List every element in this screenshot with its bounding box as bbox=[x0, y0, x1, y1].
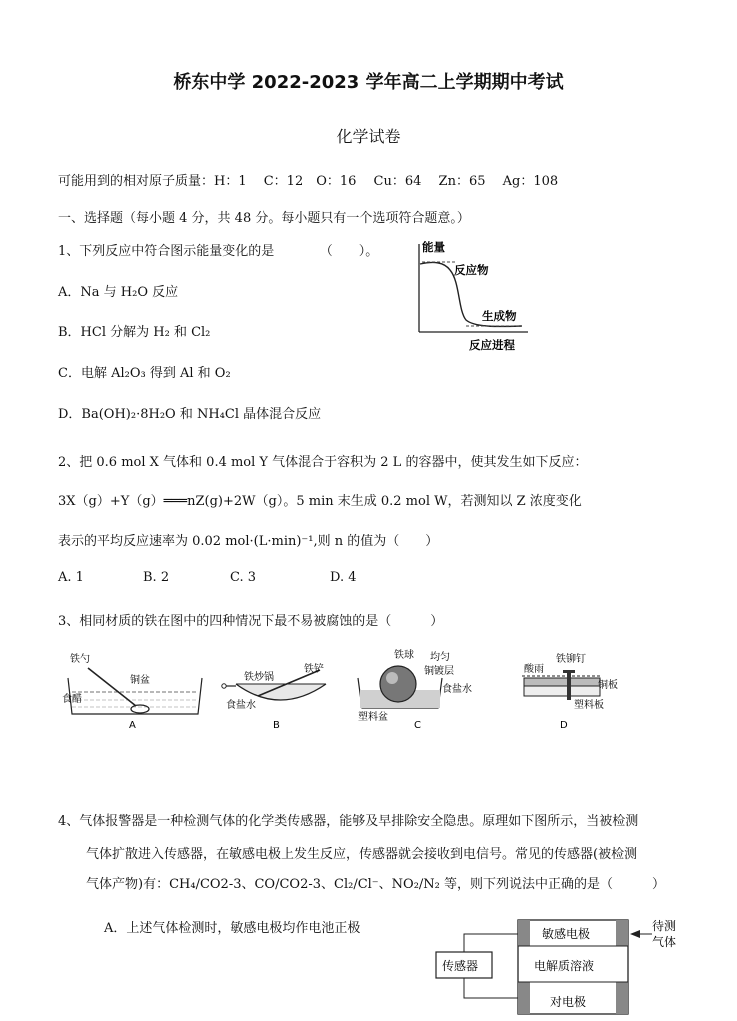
fig-c-label-2: 均匀 bbox=[430, 652, 450, 663]
question-4-line-3: 气体产物)有：CH₄/CO2-3、CO/CO2-3、Cl₂/Cl⁻、NO₂/N₂ 等，则下列说法中正确的是（ ） bbox=[86, 877, 666, 892]
fig-c-label-5: 塑料盆 bbox=[358, 712, 388, 723]
fig-a-label-1: 铁勺 bbox=[70, 654, 90, 665]
question-2-option-a: A. 1 bbox=[58, 570, 84, 585]
question-2-line-1: 2、把 0.6 mol X 气体和 0.4 mol Y 气体混合于容积为 2 L 的容器中，使其发生如下反应： bbox=[58, 455, 588, 470]
fig-c-label-4: 食盐水 bbox=[442, 684, 472, 695]
fig-c-label-3: 铜镀层 bbox=[424, 666, 454, 677]
fig-d-label-4: 塑料板 bbox=[574, 700, 604, 711]
fig-c-caption: C bbox=[414, 720, 421, 731]
question-4-option-a: A．上述气体检测时，敏感电极均作电池正极 bbox=[104, 921, 361, 936]
fig-b-label-3: 食盐水 bbox=[226, 700, 256, 711]
fig-a-caption: A bbox=[129, 720, 136, 731]
fig-b-label-2: 铁铲 bbox=[304, 664, 324, 675]
gas-sensor-diagram bbox=[430, 910, 690, 1016]
energy-axis-label: 能量 bbox=[422, 240, 445, 254]
energy-diagram bbox=[400, 234, 540, 356]
question-2-option-b: B. 2 bbox=[143, 570, 170, 585]
fig-d-label-2: 铁铆钉 bbox=[556, 654, 586, 665]
figure-c bbox=[358, 648, 472, 731]
question-2-option-d: D. 4 bbox=[330, 570, 357, 585]
figure-a bbox=[62, 652, 202, 731]
counter-electrode-label: 对电极 bbox=[550, 995, 587, 1009]
figure-b bbox=[222, 662, 326, 731]
corrosion-figures bbox=[58, 648, 618, 734]
gas-label-2: 气体 bbox=[652, 935, 677, 949]
electrolyte-label: 电解质溶液 bbox=[534, 959, 595, 973]
fig-c-label-1: 铁球 bbox=[394, 650, 414, 661]
page-subtitle: 化学试卷 bbox=[336, 127, 401, 146]
gas-label-1: 待测 bbox=[652, 919, 677, 933]
reactant-label: 反应物 bbox=[454, 263, 489, 277]
sensor-label: 传感器 bbox=[442, 959, 479, 973]
question-1-option-b: B．HCl 分解为 H₂ 和 Cl₂ bbox=[58, 325, 211, 340]
fig-b-caption: B bbox=[273, 720, 280, 731]
product-label: 生成物 bbox=[482, 309, 517, 323]
question-1-option-c: C．电解 Al₂O₃ 得到 Al 和 O₂ bbox=[58, 366, 231, 381]
figure-d bbox=[522, 652, 618, 731]
sensing-electrode-label: 敏感电极 bbox=[542, 927, 591, 941]
question-4-line-2: 气体扩散进入传感器，在敏感电极上发生反应，传感器就会接收到电信号。常见的传感器(被检测 bbox=[86, 847, 638, 862]
question-1-stem: 1、下列反应中符合图示能量变化的是 （ ）。 bbox=[58, 244, 379, 259]
question-4-line-1: 4、气体报警器是一种检测气体的化学类传感器，能够及早排除安全隐患。原理如下图所示，当被检测 bbox=[58, 814, 639, 829]
section-heading: 一、选择题（每小题 4 分，共 48 分。每小题只有一个选项符合题意。） bbox=[58, 211, 470, 226]
question-1-option-a: A．Na 与 H₂O 反应 bbox=[58, 285, 179, 300]
progress-axis-label: 反应进程 bbox=[469, 338, 515, 352]
question-2-option-c: C. 3 bbox=[230, 570, 257, 585]
page-title: 桥东中学 2022-2023 学年高二上学期期中考试 bbox=[173, 72, 564, 93]
fig-a-label-2: 铜盆 bbox=[130, 675, 150, 686]
fig-d-caption: D bbox=[560, 720, 568, 731]
question-1-option-d: D．Ba(OH)₂·8H₂O 和 NH₄Cl 晶体混合反应 bbox=[58, 407, 322, 422]
atomic-masses: 可能用到的相对原子质量：H：1 C：12 O：16 Cu：64 Zn：65 Ag：108 bbox=[58, 174, 559, 189]
fig-d-label-3: 铜板 bbox=[598, 680, 618, 691]
question-2-line-2: 3X（g）+Y（g）═══nZ(g)+2W（g）。5 min 末生成 0.2 mol W，若测知以 Z 浓度变化 bbox=[58, 494, 582, 509]
fig-d-label-1: 酸雨 bbox=[524, 664, 544, 675]
question-3-stem: 3、相同材质的铁在图中的四种情况下最不易被腐蚀的是（ ） bbox=[58, 614, 444, 629]
question-2-line-3: 表示的平均反应速率为 0.02 mol·(L·min)⁻¹,则 n 的值为（ ） bbox=[58, 534, 439, 549]
fig-a-label-3: 食醋 bbox=[62, 694, 82, 705]
fig-b-label-1: 铁炒锅 bbox=[244, 672, 274, 683]
